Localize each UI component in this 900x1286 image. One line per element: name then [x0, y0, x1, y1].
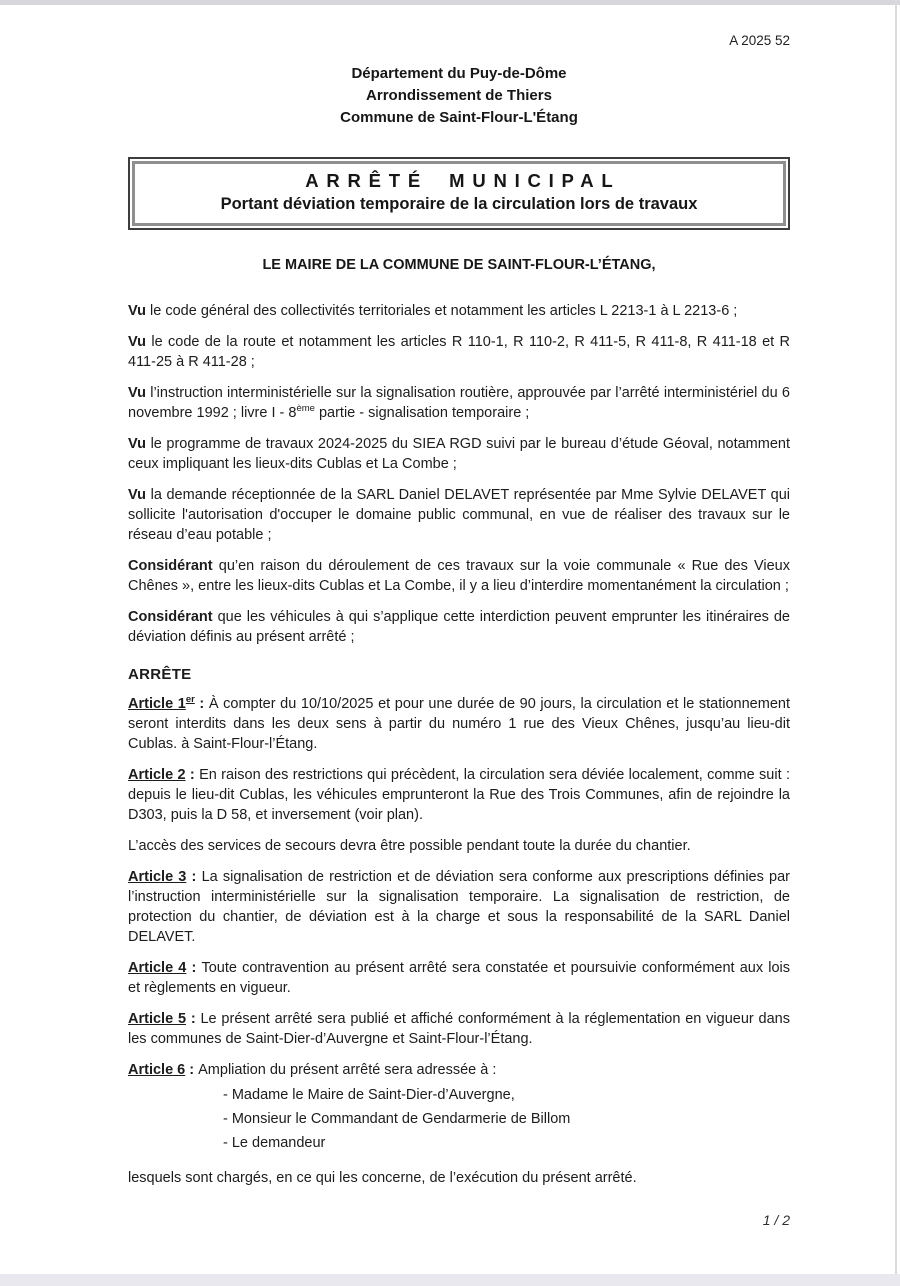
- recital-vu-2: [128, 332, 790, 372]
- recital-text: l’instruction interministérielle sur la signalisation routière, approuvée par l’arrêté interministériel du 6 novembre 1992 ; livre I - 8: [128, 385, 790, 421]
- page-number: 1 / 2: [762, 1212, 790, 1228]
- article-text: Ampliation du présent arrêté sera adressée à :: [198, 1062, 497, 1078]
- administrative-header: [128, 63, 790, 129]
- commune-line: Commune de Saint-Flour-L'Étang: [340, 109, 578, 126]
- salutation-line: LE MAIRE DE LA COMMUNE DE SAINT-FLOUR-L’ÉTANG,: [262, 257, 656, 273]
- article-text: En raison des restrictions qui précèdent, la circulation sera déviée localement, comme suit : depuis le lieu-dit Cublas, les véhicules emprunteront la Rue des Trois Communes, afin de rejoindre la D303, puis la D 58, et inversement (voir plan).: [128, 767, 790, 823]
- article-2: [128, 765, 790, 825]
- article-text: La signalisation de restriction et de déviation sera conforme aux prescriptions définies par l’instruction interministérielle sur la signalisation temporaire. La signalisation de restriction, de protection du chantier, de déviation est à la charge et sous la responsabilité de la SARL Daniel DELAVET.: [128, 869, 790, 945]
- article-label: Article 5: [128, 1011, 187, 1027]
- department-line: Département du Puy-de-Dôme: [351, 65, 567, 82]
- article-4: [128, 958, 790, 998]
- access-note: L’accès des services de secours devra être possible pendant toute la durée du chantier.: [128, 838, 691, 854]
- article-separator: :: [186, 960, 202, 976]
- decree-title-box-inner: [132, 161, 786, 226]
- article-3: [128, 867, 790, 947]
- article-5: [128, 1009, 790, 1049]
- recital-text: le code général des collectivités territoriales et notamment les articles L 2213-1 à L 2213-6 ;: [146, 303, 738, 319]
- recital-text: le programme de travaux 2024-2025 du SIEA RGD suivi par le bureau d’étude Géoval, notamment ceux impliquant les lieux-dits Cublas et La Combe ;: [128, 436, 790, 472]
- article-separator: :: [194, 696, 209, 712]
- recipient-item: - Monsieur le Commandant de Gendarmerie de Billom: [223, 1111, 571, 1127]
- recital-lead: Vu: [128, 436, 146, 452]
- recital-lead: Vu: [128, 334, 146, 350]
- document-page: [128, 0, 790, 1188]
- recital-lead: Vu: [128, 487, 146, 503]
- ordinal-superscript: ème: [296, 403, 315, 415]
- recital-text: qu’en raison du déroulement de ces travaux sur la voie communale « Rue des Vieux Chênes », entre les lieux-dits Cublas et La Combe, il y a lieu d’interdire momentanément la circulation ;: [128, 558, 790, 594]
- document-reference: A 2025 52: [729, 33, 790, 48]
- recital-vu-1: [128, 301, 790, 321]
- ordinal-superscript: er: [185, 694, 195, 706]
- recital-text: que les véhicules à qui s’applique cette interdiction peuvent emprunter les itinéraires de déviation définis au présent arrêté ;: [128, 609, 790, 645]
- article-text: Toute contravention au présent arrêté sera constatée et poursuivie conformément aux lois et règlements en vigueur.: [128, 960, 790, 996]
- recital-text: la demande réceptionnée de la SARL Daniel DELAVET représentée par Mme Sylvie DELAVET qui sollicite l'autorisation d'occuper le domaine public communal, en vue de réaliser des travaux sur le réseau d’eau potable ;: [128, 487, 790, 543]
- viewer-bottom-bar: [0, 1274, 900, 1286]
- recital-lead: Considérant: [128, 609, 213, 625]
- closing-line: lesquels sont chargés, en ce qui les concerne, de l’exécution du présent arrêté.: [128, 1170, 637, 1186]
- article-text: Le présent arrêté sera publié et affiché conformément à la réglementation en vigueur dans les communes de Saint-Dier-d’Auvergne et Saint-Flour-l’Étang.: [128, 1011, 790, 1047]
- recital-vu-3: [128, 383, 790, 423]
- recital-lead: Vu: [128, 385, 146, 401]
- viewer-right-edge: [895, 0, 897, 1274]
- recital-text: le code de la route et notamment les articles R 110-1, R 110-2, R 411-5, R 411-8, R 411-18 et R 411-25 à R 411-28 ;: [128, 334, 790, 370]
- article-separator: :: [185, 767, 200, 783]
- decree-title-box: [128, 157, 790, 230]
- decree-title: ARRÊTÉ MUNICIPAL: [305, 170, 621, 191]
- article-1: [128, 694, 790, 754]
- article-separator: :: [185, 1062, 199, 1078]
- recital-lead: Vu: [128, 303, 146, 319]
- recital-text: partie - signalisation temporaire ;: [314, 405, 530, 421]
- article-label: Article 3: [128, 869, 187, 885]
- recital-vu-4: [128, 434, 790, 474]
- recital-vu-5: [128, 485, 790, 545]
- article-6: [128, 1060, 790, 1080]
- article-text: À compter du 10/10/2025 et pour une durée de 90 jours, la circulation et le stationnement seront interdits dans les deux sens à partir du numéro 1 rue des Vieux Chênes, jusqu’au lieu-dit Cublas. à Saint-Flour-l’Étang.: [128, 696, 790, 752]
- recital-considerant-1: [128, 556, 790, 596]
- article-label: Article 4: [128, 960, 187, 976]
- recipient-item: - Madame le Maire de Saint-Dier-d’Auvergne,: [223, 1087, 515, 1103]
- article-separator: :: [186, 1011, 201, 1027]
- article-label: Article 2: [128, 767, 186, 783]
- recipient-item: - Le demandeur: [223, 1135, 326, 1151]
- recital-lead: Considérant: [128, 558, 213, 574]
- recital-considerant-2: [128, 607, 790, 647]
- arrondissement-line: Arrondissement de Thiers: [366, 87, 552, 104]
- article-separator: :: [186, 869, 202, 885]
- decree-heading: ARRÊTE: [128, 666, 192, 683]
- article-label: Article 6: [128, 1062, 186, 1078]
- recipient-list: [128, 1083, 790, 1155]
- article-label: Article 1er: [128, 694, 195, 712]
- decree-subtitle: Portant déviation temporaire de la circulation lors de travaux: [220, 195, 698, 213]
